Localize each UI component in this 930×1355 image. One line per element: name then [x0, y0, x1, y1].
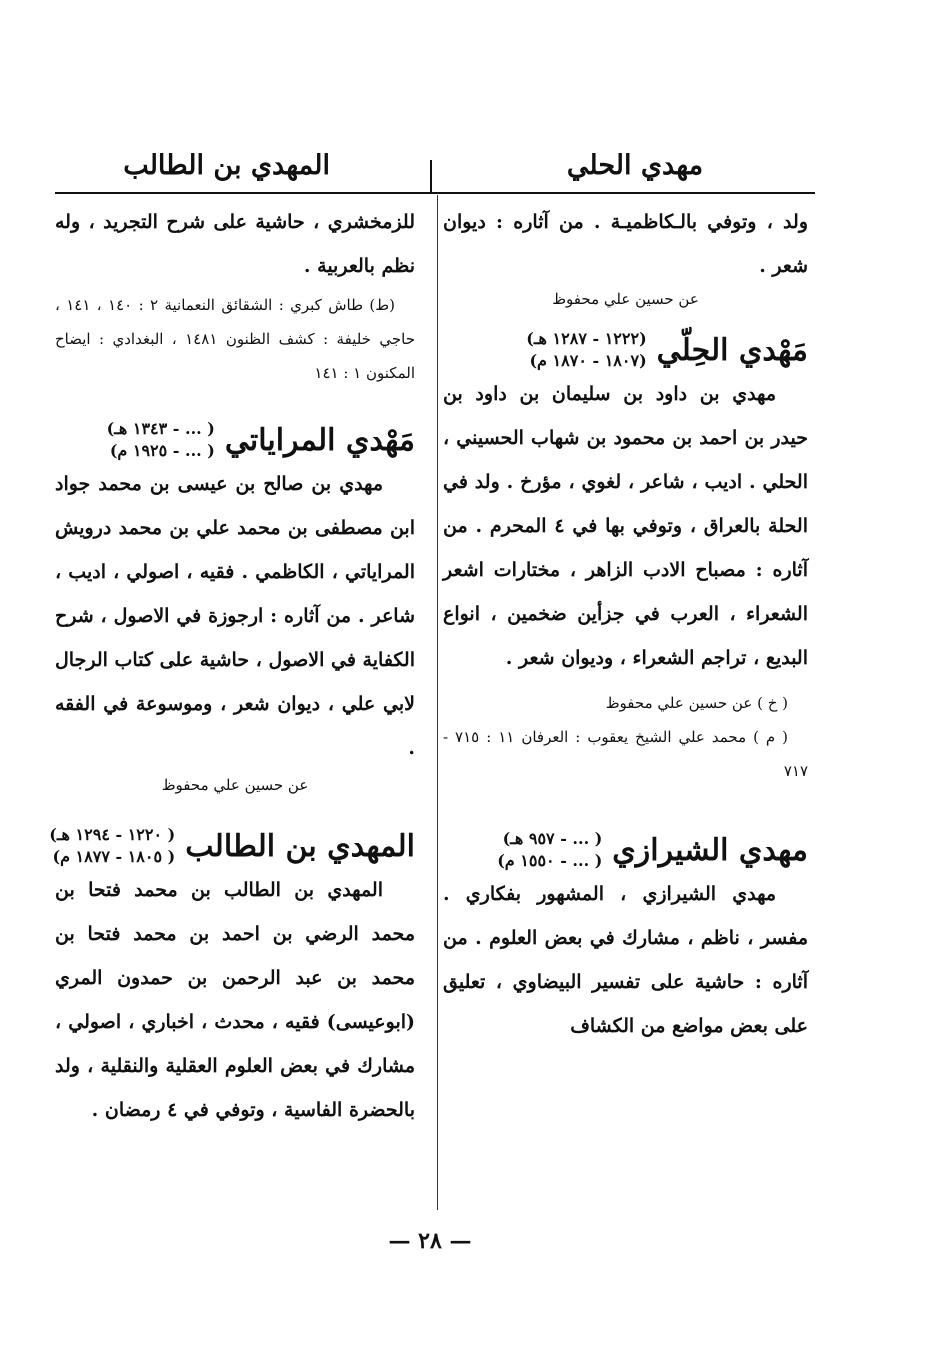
entry-title: مَهْدي المراياتي — [224, 422, 415, 458]
date-gregorian: ( ١٨٠٥ - ١٨٧٧ م) — [52, 847, 176, 866]
page-header-left-title: المهدي بن الطالب — [123, 150, 330, 181]
entry-body: مهدي بن صالح بن عيسى بن محمد جواد ابن مصطفى بن محمد علي بن محمد درويش المراياتي ، الكاظمي . فقيه ، اصولي ، اديب ، شاعر . من آثاره : ارجوزة في الاصول ، شرح الكفاية في الاصول ، حاشية على كتاب الرجال لابي علي ، ديوان شعر ، وموسوعة في الفقه . — [55, 473, 415, 759]
entry-heading-talib — [49, 824, 415, 868]
entry-author: عن حسين علي محفوظ — [552, 290, 699, 308]
entry-reference: ( م ) محمد علي الشيخ يعقوب : العرفان ١١ : ٧١٥ - ٧١٧ — [443, 728, 808, 780]
date-hijri: ( ... - ١٣٤٣ هـ) — [106, 419, 215, 438]
entry-heading-hilli — [443, 328, 808, 372]
date-hijri: ( ... - ٩٥٧ هـ) — [502, 829, 603, 848]
entry-dates — [49, 824, 175, 868]
left-column — [49, 200, 415, 1132]
entry-body: مهدي الشيرازي ، المشهور بفكاري . مفسر ، ناظم ، مشارك في بعض العلوم . من آثاره : حاشية على تفسير البيضاوي ، تعليق على بعض مواضع من الكشاف — [443, 883, 808, 1037]
entry-continuation-text: ولد ، وتوفي بالـكاظميـة . من آثاره : ديوان شعر . — [443, 211, 808, 277]
entry-heading-shirazi — [443, 828, 808, 872]
entry-dates — [497, 828, 602, 872]
entry-dates — [107, 418, 215, 462]
page-header-right-title: مهدي الحلي — [566, 150, 704, 181]
right-column — [443, 200, 808, 1048]
entry-reference: (ط) طاش كبري : الشقائق النعمانية ٢ : ١٤٠ ، ١٤١ ، حاجي خليفة : كشف الظنون ١٤٨١ ، البغدادي : ايضاح المكنون ١ : ١٤١ — [55, 296, 415, 382]
date-gregorian: ( ... - ١٥٥٠ م) — [497, 851, 603, 870]
column-divider — [437, 195, 438, 1210]
date-gregorian: (١٨٠٧ - ١٨٧٠ م) — [529, 351, 647, 370]
entry-title: مهدي الشيرازي — [612, 832, 808, 868]
entry-dates — [526, 328, 646, 372]
header-rule — [55, 192, 815, 194]
entry-body: المهدي بن الطالب بن محمد فتحا بن محمد الرضي بن احمد بن محمد فتحا بن محمد بن عبد الرحمن بن حمدون المري (ابوعيسى) فقيه ، محدث ، اخباري ، اصولي ، مشارك في بعض العلوم العقلية والنقلية ، ولد بالحضرة الفاسية ، وتوفي في ٤ رمضان . — [55, 879, 415, 1121]
entry-body: مهدي بن داود بن سليمان بن داود بن حيدر بن احمد بن محمود بن شهاب الحسيني ، الحلي . اديب ، شاعر ، لغوي ، مؤرخ . ولد في الحلة بالعراق ، وتوفي بها في ٤ المحرم . من آثاره : مصباح الادب الزاهر ، مختارات اشعر الشعراء ، العرب في جزأين ضخمين ، انواع البديع ، تراجم الشعراء ، وديوان شعر . — [443, 383, 808, 669]
date-hijri: ( ١٢٢٠ - ١٢٩٤ هـ) — [49, 825, 176, 844]
entry-title: المهدي بن الطالب — [185, 828, 415, 864]
entry-reference: ( خ ) عن حسين علي محفوظ — [605, 694, 788, 712]
entry-title: مَهْدي الحِلّي — [656, 332, 808, 368]
header-divider-tick — [430, 160, 432, 192]
entry-continuation-text: للزمخشري ، حاشية على شرح التجريد ، وله نظم بالعربية . — [55, 211, 415, 277]
date-gregorian: ( ... - ١٩٢٥ م) — [109, 441, 215, 460]
date-hijri: (١٢٢٢ - ١٢٨٧ هـ) — [526, 329, 647, 348]
entry-author: عن حسين علي محفوظ — [161, 776, 309, 794]
entry-heading-marayati — [55, 418, 415, 462]
page-number: — ٢٨ — — [388, 1228, 472, 1254]
